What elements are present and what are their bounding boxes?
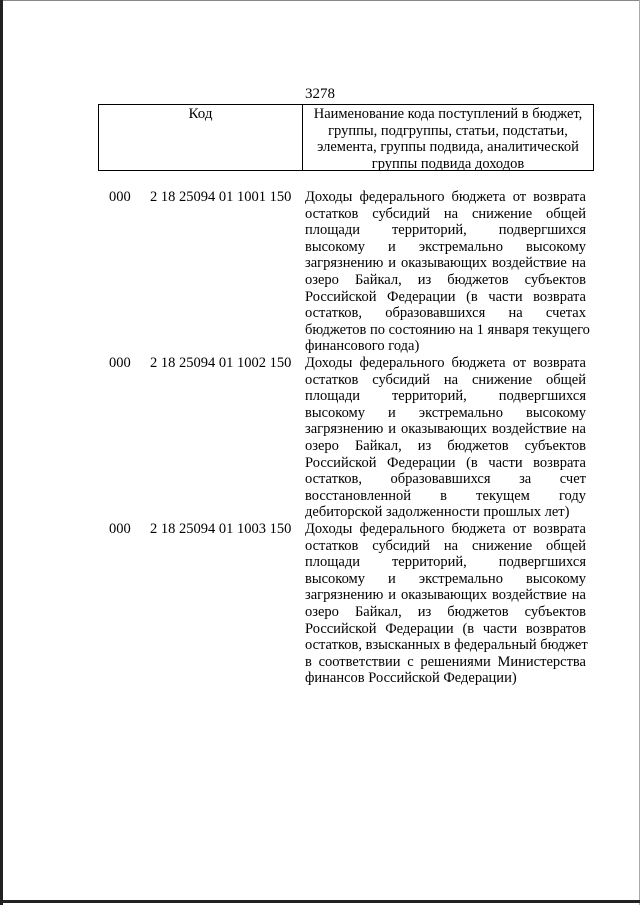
description-line: остатков субсидий на снижение общей	[305, 371, 586, 388]
description-line: площади территорий, подвергшихся	[305, 388, 586, 405]
description-line: загрязнению и оказывающих воздействие на	[305, 587, 586, 604]
code-prefix: 000	[109, 355, 131, 371]
description-line: загрязнению и оказывающих воздействие на	[305, 255, 586, 272]
description-line: высокому и экстремально высокому	[305, 404, 586, 421]
description-line: остатков субсидий на снижение общей	[305, 537, 586, 554]
header-name-column: Наименование кода поступлений в бюджет, группы, подгруппы, статьи, подстатьи, элемента, группы подвида, аналитической группы подвида доходов	[313, 106, 583, 172]
header-code-column: Код	[99, 105, 303, 170]
description-line: Российской Федерации (в части возврата	[305, 454, 586, 471]
description-line: остатков субсидий на снижение общей	[305, 205, 586, 222]
scan-edge-bottom	[0, 900, 640, 903]
table-header	[98, 104, 594, 171]
revenue-code: 2 18 25094 01 1003 150	[150, 521, 292, 537]
description-line: площади территорий, подвергшихся	[305, 222, 586, 239]
description-line: остатков, образовавшихся на счетах	[305, 305, 586, 322]
description-line: озеро Байкал, из бюджетов субъектов	[305, 437, 586, 454]
description-line: Доходы федерального бюджета от возврата	[305, 189, 586, 205]
description-line: Российской Федерации (в части возвратов	[305, 620, 586, 637]
revenue-description	[305, 355, 586, 521]
description-line: восстановленной в текущем году	[305, 487, 586, 504]
scan-edge-left	[0, 0, 3, 905]
revenue-description	[305, 521, 586, 687]
description-line: бюджетов по состоянию на 1 января текущего	[305, 321, 590, 338]
description-line: Российской Федерации (в части возврата	[305, 288, 586, 305]
code-prefix: 000	[109, 521, 131, 537]
description-line: площади территорий, подвергшихся	[305, 554, 586, 571]
code-prefix: 000	[109, 189, 131, 205]
revenue-code: 2 18 25094 01 1001 150	[150, 189, 292, 205]
description-line: высокому и экстремально высокому	[305, 570, 586, 587]
page-number: 3278	[305, 86, 335, 102]
description-line: остатков, образовавшихся за счет	[305, 471, 586, 488]
description-line: дебиторской задолженности прошлых лет)	[305, 504, 570, 521]
description-line: остатков, взысканных в федеральный бюджет	[305, 637, 588, 654]
description-line: Доходы федерального бюджета от возврата	[305, 521, 586, 537]
description-line: высокому и экстремально высокому	[305, 238, 586, 255]
scan-edge-top	[0, 0, 640, 1]
revenue-description	[305, 189, 590, 355]
description-line: загрязнению и оказывающих воздействие на	[305, 421, 586, 438]
revenue-code: 2 18 25094 01 1002 150	[150, 355, 292, 371]
description-line: в соответствии с решениями Министерства	[305, 653, 586, 670]
description-line: озеро Байкал, из бюджетов субъектов	[305, 271, 586, 288]
description-line: финансов Российской Федерации)	[305, 670, 517, 687]
description-line: Доходы федерального бюджета от возврата	[305, 355, 586, 371]
description-line: озеро Байкал, из бюджетов субъектов	[305, 603, 586, 620]
description-line: финансового года)	[305, 338, 420, 355]
